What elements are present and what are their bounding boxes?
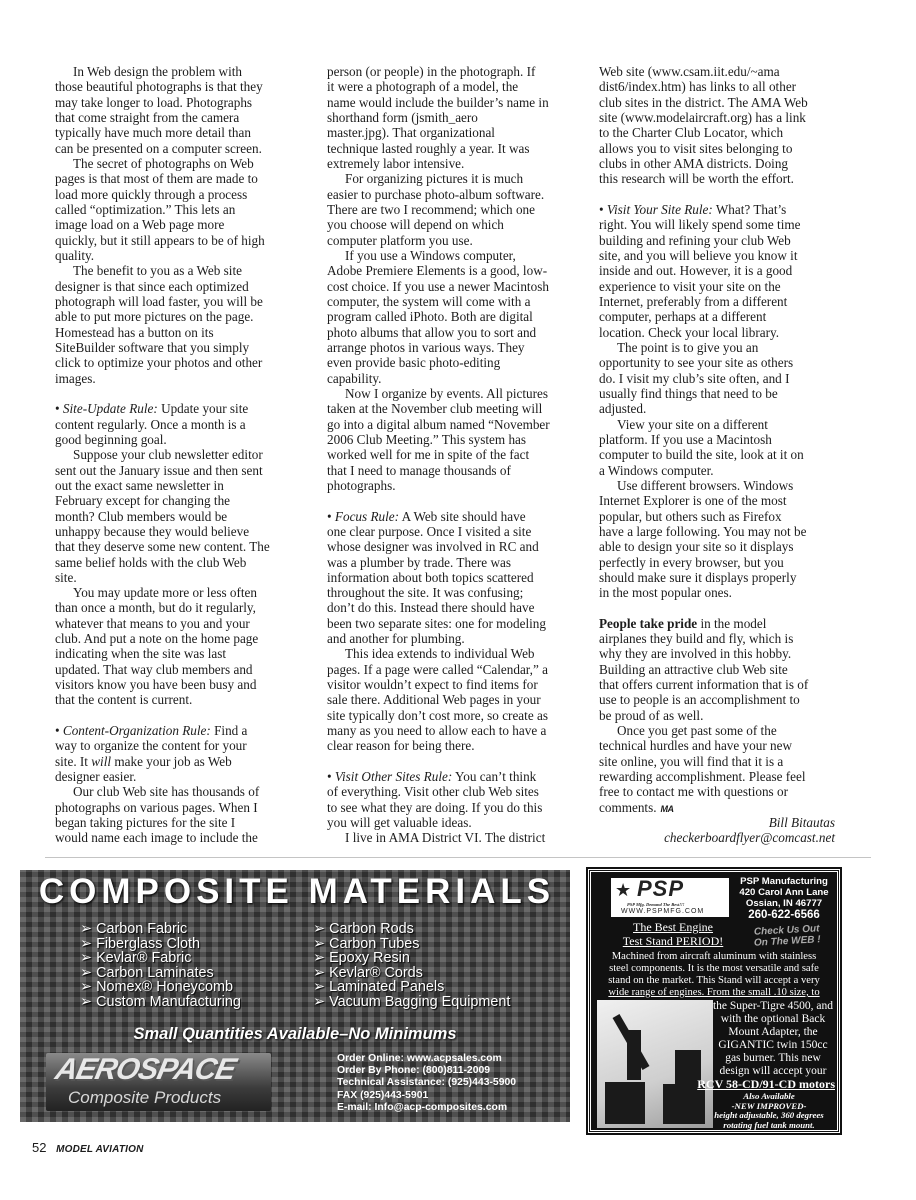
ad-item xyxy=(313,966,510,981)
paragraph xyxy=(55,784,305,845)
paragraph-spacer xyxy=(55,386,305,401)
text-line: click to optimize your photos and other xyxy=(55,355,263,371)
contact-line: E-mail: Info@acp-composites.com xyxy=(337,1101,508,1113)
body-line: gas burner. This new xyxy=(725,1052,821,1064)
ad-contact-info xyxy=(337,1053,516,1114)
article-column-2 xyxy=(327,64,572,846)
text-line: sent out the January issue and then sent xyxy=(55,462,263,478)
text-line: Internet Explorer is one of the most xyxy=(599,493,787,509)
text-line: Now I organize by events. All pictures xyxy=(345,385,549,401)
text-span: comments. xyxy=(599,799,657,815)
text-line: that offers current information that is of xyxy=(599,677,809,693)
ad-item-label: Carbon Laminates xyxy=(96,964,214,981)
text-line: club sites in the district. The AMA Web xyxy=(599,94,808,110)
paragraph xyxy=(55,447,305,585)
text-line: would name each image to include the xyxy=(55,830,258,846)
text-line: pages. If a page were called “Calendar,” a xyxy=(327,661,548,677)
text-line: many as you need to allow each to have a xyxy=(327,723,547,739)
text-line: load more quickly through a process xyxy=(55,186,248,202)
text-line: out the exact same newsletter in xyxy=(55,477,224,493)
text-line xyxy=(599,616,835,631)
ad-item-label: Epoxy Resin xyxy=(329,950,410,966)
contact-line: Technical Assistance: (925)443-5900 xyxy=(337,1077,517,1089)
text-span: • xyxy=(55,401,63,417)
text-line: a Windows computer. xyxy=(599,462,714,478)
paragraph xyxy=(599,202,835,340)
text-line: building and refining your club Web xyxy=(599,232,791,248)
text-line: site. xyxy=(55,569,77,585)
ad-item xyxy=(313,937,510,952)
text-line: to see what they are doing. If you do this xyxy=(327,799,543,815)
ad-item-label: Nomex® Honeycomb xyxy=(96,979,234,995)
text-line: photo albums that allow you to sort and xyxy=(327,324,537,340)
text-span: in the model xyxy=(697,615,767,631)
ad-tagline: Small Quantities Available–No Minimums xyxy=(133,1025,457,1043)
text-line: updated. That way club members and xyxy=(55,661,253,677)
divider-line xyxy=(45,857,871,858)
text-line: that I need to manage thousands of xyxy=(327,462,511,478)
ad-item xyxy=(313,922,510,937)
text-line: checkerboardflyer@comcast.net xyxy=(664,830,835,846)
text-line: SiteBuilder software that you simply xyxy=(55,339,250,355)
text-line: photograph will load faster, you will be xyxy=(55,293,263,309)
text-line: began taking pictures for the site I xyxy=(55,815,236,831)
text-line: name would include the builder’s name in xyxy=(327,94,549,110)
ad-item-label: Kevlar® Cords xyxy=(329,964,423,981)
text-line: do. I visit my club’s site often, and I xyxy=(599,370,790,386)
text-line: platform. If you use a Macintosh xyxy=(599,431,772,447)
rule-title: Content-Organization Rule: xyxy=(62,723,211,739)
text-line: site (www.modelaircraft.org) has a link xyxy=(599,109,806,125)
text-line: experience to visit your site on the xyxy=(599,278,781,294)
address-line: 420 Carol Ann Lane xyxy=(739,887,829,898)
text-line: You may update more or less often xyxy=(73,585,257,601)
headline-line: The Best Engine xyxy=(633,920,713,934)
text-line xyxy=(55,754,305,769)
ad-item-label: Carbon Rods xyxy=(329,921,414,937)
text-line: photographs on various pages. When I xyxy=(55,799,258,815)
text-line: taken at the November club meeting will xyxy=(327,401,543,417)
bullet-arrow-icon: ➢ xyxy=(80,993,93,1010)
text-line: airplanes they build and fly, which is xyxy=(599,631,794,647)
text-line: that come straight from the camera xyxy=(55,109,240,125)
psp-logo-url: WWW.PSPMFG.COM xyxy=(621,908,705,915)
lead-in: People take pride xyxy=(599,615,698,631)
ad-item xyxy=(313,951,510,966)
text-line: There are two I recommend; which one xyxy=(327,201,535,217)
rule-title: Visit Other Sites Rule: xyxy=(334,769,453,785)
paragraph-spacer xyxy=(55,708,305,723)
text-line: those beautiful photographs is that they xyxy=(55,79,263,95)
psp-address xyxy=(731,876,837,922)
contact-line: FAX (925)443-5901 xyxy=(337,1089,429,1101)
text-line: you will get valuable ideas. xyxy=(327,815,472,831)
paragraph xyxy=(327,830,572,845)
rule-title: Site-Update Rule: xyxy=(62,401,158,417)
aerospace-logo-main: AEROSPACE xyxy=(52,1053,239,1086)
aerospace-logo-sub: Composite Products xyxy=(68,1088,222,1107)
paragraph xyxy=(327,509,572,647)
text-line: was a plumber by trade. There was xyxy=(327,554,511,570)
text-line: 2006 Club Meeting.” This system has xyxy=(327,431,527,447)
psp-logo xyxy=(611,878,729,917)
text-line: Web site (www.csam.iit.edu/~ama xyxy=(599,64,780,79)
paragraph xyxy=(599,723,835,815)
text-line: you choose will depend on which xyxy=(327,217,504,233)
text-line: easier to purchase photo-album software. xyxy=(327,186,545,202)
text-line: typically have much more detail than xyxy=(55,125,251,141)
ad-item xyxy=(80,937,241,952)
paragraph xyxy=(55,64,305,156)
text-line: computer, perhaps at a different xyxy=(599,309,767,325)
text-line: whose designer was involved in RC and xyxy=(327,539,539,555)
text-line: may take longer to load. Photographs xyxy=(55,94,253,110)
text-span: Find a xyxy=(210,723,248,739)
text-line: allows you to visit sites belonging to xyxy=(599,140,793,156)
paragraph xyxy=(55,723,305,784)
body-line: Machined from aircraft aluminum with stainless xyxy=(611,951,817,962)
engine-stand-photo xyxy=(597,1000,713,1128)
ad-item xyxy=(80,951,241,966)
text-line: sale there. Additional Web pages in your xyxy=(327,692,541,708)
text-line: club. And put a note on the home page xyxy=(55,631,259,647)
text-line: information about both topics scattered xyxy=(327,569,534,585)
text-line: whatever that means to you and your xyxy=(55,615,250,631)
psp-logo-text: PSP xyxy=(637,876,685,901)
page-number: 52 xyxy=(32,1140,47,1155)
text-line xyxy=(327,769,572,784)
text-line: and another for plumbing. xyxy=(327,631,465,647)
contact-line: Order Online: www.acpsales.com xyxy=(337,1053,502,1064)
text-line: unhappy because they would believe xyxy=(55,523,250,539)
text-line: right. You will likely spend some time xyxy=(599,217,801,233)
paragraph xyxy=(55,263,305,386)
text-line: February except for changing the xyxy=(55,493,231,509)
psp-phone: 260-622-6566 xyxy=(748,909,820,921)
text-line: can be presented on a computer screen. xyxy=(55,140,262,156)
text-line: The point is to give you an xyxy=(617,339,759,355)
text-line: in the most popular ones. xyxy=(599,585,732,601)
text-line: pages is that most of them are made to xyxy=(55,171,258,187)
text-line: dist6/index.htm) has links to all other xyxy=(599,79,797,95)
text-line: it were a photograph of a model, the xyxy=(327,79,519,95)
paragraph xyxy=(327,386,572,493)
star-icon: ★ xyxy=(615,880,632,900)
bullet-arrow-icon: ➢ xyxy=(80,964,93,981)
paragraph xyxy=(55,156,305,263)
ad-item-label: Carbon Tubes xyxy=(329,935,420,952)
body-line: Mount Adapter, the xyxy=(728,1026,818,1038)
paragraph xyxy=(599,478,835,601)
text-line: Use different browsers. Windows xyxy=(617,477,794,493)
body-line: GIGANTIC twin 150cc xyxy=(718,1039,828,1051)
body-line: steel components. It is the most versatile and safe xyxy=(609,963,819,974)
text-line: why they are involved in this hobby. xyxy=(599,646,792,662)
text-line: The benefit to you as a Web site xyxy=(73,263,242,279)
address-line: PSP Manufacturing xyxy=(740,876,828,887)
psp-logo-tagline: PSP Mfg. Demand The Best!!! xyxy=(627,902,685,907)
text-span: site. It xyxy=(55,753,92,769)
text-line: Our club Web site has thousands of xyxy=(73,784,260,800)
body-line: with the optional Back xyxy=(720,1013,826,1025)
text-line: Internet, preferably from a different xyxy=(599,293,788,309)
text-line: clubs in other AMA districts. Doing xyxy=(599,155,789,171)
paragraph xyxy=(327,248,572,386)
text-span: You can’t think xyxy=(452,769,537,785)
paragraph xyxy=(55,585,305,708)
text-line: don’t do this. Instead there should have xyxy=(327,600,535,616)
text-line: content regularly. Once a month is a xyxy=(55,416,246,432)
text-line: opportunity to see your site as others xyxy=(599,355,794,371)
paragraph-spacer xyxy=(599,600,835,615)
text-span: make your job as Web xyxy=(111,753,232,769)
bullet-arrow-icon: ➢ xyxy=(313,979,326,995)
bullet-arrow-icon: ➢ xyxy=(313,964,326,981)
text-line: clear reason for being there. xyxy=(327,738,475,754)
ad-item xyxy=(80,966,241,981)
text-line: site typically don’t cost more, so create as xyxy=(327,707,548,723)
paragraph-spacer xyxy=(327,754,572,769)
bullet-arrow-icon: ➢ xyxy=(80,979,93,995)
bullet-arrow-icon: ➢ xyxy=(80,921,93,937)
paragraph xyxy=(55,401,305,447)
text-line: location. Check your local library. xyxy=(599,324,780,340)
headline-line: Test Stand PERIOD! xyxy=(622,934,724,948)
text-line: Once you get past some of the xyxy=(617,723,777,739)
also-line: height adjustable, 360 degrees xyxy=(714,1110,824,1120)
text-line: For organizing pictures it is much xyxy=(345,171,524,187)
text-span: What? That’s xyxy=(712,201,787,217)
text-line xyxy=(599,202,835,217)
text-line: use to people is an accomplishment to xyxy=(599,692,800,708)
text-line: able to put more pictures on the page. xyxy=(55,309,254,325)
text-line: I live in AMA District VI. The district xyxy=(345,830,546,846)
text-line: capability. xyxy=(327,370,382,386)
text-line: throughout the site. It was confusing; xyxy=(327,585,524,601)
paragraph xyxy=(599,64,835,187)
text-line: The secret of photographs on Web xyxy=(73,155,254,171)
ad-item xyxy=(80,980,241,995)
psp-engine-stand-ad[interactable] xyxy=(588,869,840,1133)
article-column-3 xyxy=(599,64,835,846)
text-line: that the content is current. xyxy=(55,692,193,708)
rule-title: Focus Rule: xyxy=(334,508,400,524)
psp-body xyxy=(591,951,837,999)
ad-item xyxy=(80,995,241,1010)
ad-items-left xyxy=(80,922,241,1009)
text-line: master.jpg). That organizational xyxy=(327,125,495,141)
text-line: In Web design the problem with xyxy=(73,64,243,79)
ad-items-right xyxy=(313,922,510,1009)
text-span: • xyxy=(327,769,335,785)
text-line: designer easier. xyxy=(55,769,137,785)
psp-motors: RCV 58-CD/91-CD motors xyxy=(697,1077,835,1091)
text-line: perfectly in every browser, but you xyxy=(599,554,784,570)
ad-item xyxy=(313,980,510,995)
psp-headline xyxy=(611,920,735,948)
text-line: Building an attractive club Web site xyxy=(599,661,788,677)
text-line xyxy=(599,800,835,815)
text-line: worked well for me in spite of the fact xyxy=(327,447,530,463)
paragraph xyxy=(327,64,572,171)
text-line: one clear purpose. Once I visited a site xyxy=(327,523,532,539)
paragraph xyxy=(599,417,835,478)
end-mark-logo: MA xyxy=(660,803,674,814)
text-line: Bill Bitautas xyxy=(768,815,835,831)
ad-item-label: Laminated Panels xyxy=(329,979,445,995)
text-line: good beginning goal. xyxy=(55,431,167,447)
bullet-arrow-icon: ➢ xyxy=(313,921,326,937)
text-line: inside and out. However, it is a good xyxy=(599,263,793,279)
text-line: arrange photos in various ways. They xyxy=(327,339,525,355)
text-line: this research will be worth the effort. xyxy=(599,171,794,187)
composite-materials-ad[interactable] xyxy=(20,870,570,1122)
web-callout xyxy=(736,922,837,949)
text-line: cost choice. If you use a newer Macintosh xyxy=(327,278,549,294)
text-line: that they deserve some new content. The xyxy=(55,539,270,555)
body-line: wide range of engines. From the small .10 size, to xyxy=(608,987,820,998)
text-line: If you use a Windows computer, xyxy=(345,247,516,263)
text-span: Update your site xyxy=(157,401,249,417)
text-line: computer to build the site, look at it on xyxy=(599,447,804,463)
text-line: same belief holds with the club Web xyxy=(55,554,247,570)
text-line: quality. xyxy=(55,247,95,263)
text-line: even provide basic photo-editing xyxy=(327,355,501,371)
text-line: indicating when the site was last xyxy=(55,646,227,662)
ad-item-label: Vacuum Bagging Equipment xyxy=(329,993,511,1010)
text-line: should make sure it displays properly xyxy=(599,569,797,585)
text-line: usually find things that need to be xyxy=(599,385,778,401)
ad-item-label: Carbon Fabric xyxy=(96,921,188,937)
bullet-arrow-icon: ➢ xyxy=(80,950,93,966)
web-callout-line: On The WEB ! xyxy=(753,934,821,949)
also-line: -NEW IMPROVED- xyxy=(731,1100,807,1111)
bullet-arrow-icon: ➢ xyxy=(313,993,326,1010)
ad-item-label: Kevlar® Fabric xyxy=(96,950,192,966)
text-line: designer is that since each optimized xyxy=(55,278,249,294)
text-line: Adobe Premiere Elements is a good, low- xyxy=(327,263,548,279)
text-span: • xyxy=(327,508,335,524)
paragraph xyxy=(599,616,835,723)
rule-title: Visit Your Site Rule: xyxy=(606,201,713,217)
text-line: been two separate sites: one for modeling xyxy=(327,615,546,631)
text-span: • xyxy=(599,201,607,217)
paragraph-spacer xyxy=(599,187,835,202)
psp-also-available xyxy=(701,1092,837,1130)
paragraph xyxy=(327,769,572,830)
text-line: way to organize the content for your xyxy=(55,738,247,754)
text-line: technical hurdles and have your new xyxy=(599,738,792,754)
text-line: called “optimization.” This lets an xyxy=(55,201,236,217)
text-line: go into a digital album named “November xyxy=(327,416,550,432)
text-line: shorthand form (jsmith_aero xyxy=(327,109,478,125)
text-line: visitor wouldn’t expect to find items for xyxy=(327,677,538,693)
text-line: computer platform you use. xyxy=(327,232,473,248)
text-line: able to design your site so it displays xyxy=(599,539,794,555)
text-line: Homestead has a button on its xyxy=(55,324,214,340)
text-line: site, and you will believe you know it xyxy=(599,247,798,263)
text-line: popular, but others such as Firefox xyxy=(599,508,782,524)
text-line: View your site on a different xyxy=(617,416,768,432)
text-span: • xyxy=(55,723,63,739)
paragraph-spacer xyxy=(327,493,572,508)
text-line: month? Club members would be xyxy=(55,508,228,524)
body-line: design will accept your xyxy=(719,1065,827,1077)
text-span: A Web site should have xyxy=(399,508,526,524)
rule-title: will xyxy=(91,753,112,769)
bullet-arrow-icon: ➢ xyxy=(313,950,326,966)
text-line: site online, you will find that it is a xyxy=(599,753,784,769)
text-line: technique lasted roughly a year. It was xyxy=(327,140,530,156)
text-line: person (or people) in the photograph. If xyxy=(327,64,536,79)
text-line: have a large following. You may not be xyxy=(599,523,807,539)
text-line xyxy=(327,509,572,524)
text-line: extremely labor intensive. xyxy=(327,155,465,171)
text-line: images. xyxy=(55,370,96,386)
text-line: visitors know you have been busy and xyxy=(55,677,257,693)
text-line: image load on a Web page more xyxy=(55,217,225,233)
text-line xyxy=(55,401,305,416)
bullet-arrow-icon: ➢ xyxy=(80,935,93,952)
ad-title: COMPOSITE MATERIALS xyxy=(38,872,556,911)
text-line: than once a month, but do it regularly, xyxy=(55,600,256,616)
psp-body-right xyxy=(709,1000,837,1078)
text-line: free to contact me with questions or xyxy=(599,784,788,800)
text-line: adjusted. xyxy=(599,401,647,417)
ad-item-label: Custom Manufacturing xyxy=(96,993,241,1010)
body-line: stand on the market. This Stand will accept a very xyxy=(608,975,820,986)
text-line: be proud of as well. xyxy=(599,707,704,723)
also-line: Also Available xyxy=(743,1091,795,1101)
body-line: the Super-Tigre 4500, and xyxy=(712,1000,834,1012)
ad-item xyxy=(313,995,510,1010)
text-line: to the Charter Club Locator, which xyxy=(599,125,784,141)
web-callout-line: Check Us Out xyxy=(753,923,820,938)
text-line xyxy=(55,723,305,738)
contact-line: Order By Phone: (800)811-2009 xyxy=(337,1065,491,1077)
author-signature xyxy=(599,815,835,846)
text-line: quickly, but it still appears to be of high xyxy=(55,232,265,248)
also-line: rotating fuel tank mount. xyxy=(723,1119,815,1130)
text-line: photographs. xyxy=(327,477,396,493)
ad-item-label: Fiberglass Cloth xyxy=(96,935,201,952)
aerospace-logo xyxy=(46,1053,271,1111)
text-line: of everything. Visit other club Web sites xyxy=(327,784,539,800)
text-line: This idea extends to individual Web xyxy=(345,646,535,662)
text-line: computer, the system will come with a xyxy=(327,293,531,309)
ad-item xyxy=(80,922,241,937)
paragraph xyxy=(327,171,572,248)
article-column-1 xyxy=(55,64,305,846)
text-line: rewarding accomplishment. Please feel xyxy=(599,769,806,785)
text-line: program called iPhoto. Both are digital xyxy=(327,309,533,325)
paragraph xyxy=(327,646,572,753)
page-footer xyxy=(32,1140,144,1155)
bullet-arrow-icon: ➢ xyxy=(313,935,326,952)
text-line: Suppose your club newsletter editor xyxy=(73,447,263,463)
magazine-name: MODEL AVIATION xyxy=(56,1144,144,1155)
address-line: Ossian, IN 46777 xyxy=(745,898,823,909)
paragraph xyxy=(599,340,835,417)
